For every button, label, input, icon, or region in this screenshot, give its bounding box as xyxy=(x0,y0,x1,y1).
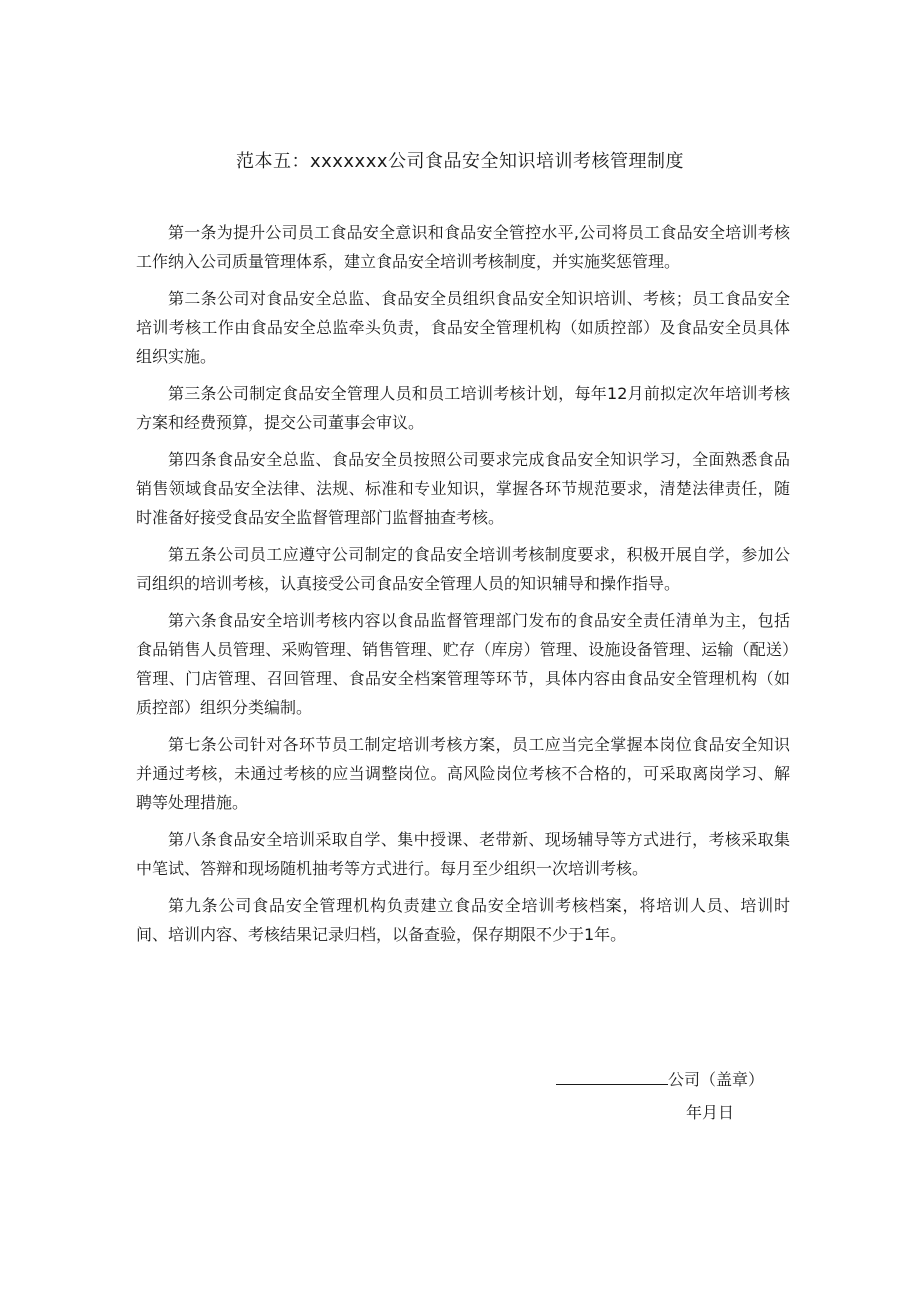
article-7: 第七条公司针对各环节员工制定培训考核方案，员工应当完全掌握本岗位食品安全知识并通过考核，未通过考核的应当调整岗位。高风险岗位考核不合格的，可采取离岗学习、解聘等处理措施。 xyxy=(136,735,790,812)
document-body xyxy=(136,218,790,957)
article-1: 第一条为提升公司员工食品安全意识和食品安全管控水平,公司将员工食品安全培训考核工作纳入公司质量管理体系，建立食品安全培训考核制度，并实施奖惩管理。 xyxy=(136,223,790,271)
article-6: 第六条食品安全培训考核内容以食品监督管理部门发布的食品安全责任清单为主，包括食品销售人员管理、采购管理、销售管理、贮存（库房）管理、设施设备管理、运输（配送）管理、门店管理、召回管理、食品安全档案管理等环节，具体内容由食品安全管理机构（如质控部）组织分类编制。 xyxy=(136,611,790,717)
article-2: 第二条公司对食品安全总监、食品安全员组织食品安全知识培训、考核；员工食品安全培训考核工作由食品安全总监牵头负责，食品安全管理机构（如质控部）及食品安全员具体组织实施。 xyxy=(136,289,790,366)
article-8: 第八条食品安全培训采取自学、集中授课、老带新、现场辅导等方式进行，考核采取集中笔试、答辩和现场随机抽考等方式进行。每月至少组织一次培训考核。 xyxy=(136,830,790,878)
signature-line xyxy=(556,1068,764,1092)
date-label: 年月日 xyxy=(686,1103,735,1122)
article-5: 第五条公司员工应遵守公司制定的食品安全培训考核制度要求，积极开展自学，参加公司组织的培训考核，认真接受公司食品安全管理人员的知识辅导和操作指导。 xyxy=(136,545,790,593)
company-name-blank xyxy=(556,1068,668,1085)
document-title: 范本五：xxxxxxx公司食品安全知识培训考核管理制度 xyxy=(235,151,685,172)
article-9: 第九条公司食品安全管理机构负责建立食品安全培训考核档案，将培训人员、培训时间、培训内容、考核结果记录归档，以备查验，保存期限不少于1年。 xyxy=(136,896,790,944)
article-3: 第三条公司制定食品安全管理人员和员工培训考核计划，每年12月前拟定次年培训考核方案和经费预算，提交公司董事会审议。 xyxy=(136,384,790,432)
company-seal-label: 公司（盖章） xyxy=(668,1070,765,1089)
article-4: 第四条食品安全总监、食品安全员按照公司要求完成食品安全知识学习，全面熟悉食品销售领域食品安全法律、法规、标准和专业知识，掌握各环节规范要求，清楚法律责任，随时准备好接受食品安全监督管理部门监督抽查考核。 xyxy=(136,450,790,527)
